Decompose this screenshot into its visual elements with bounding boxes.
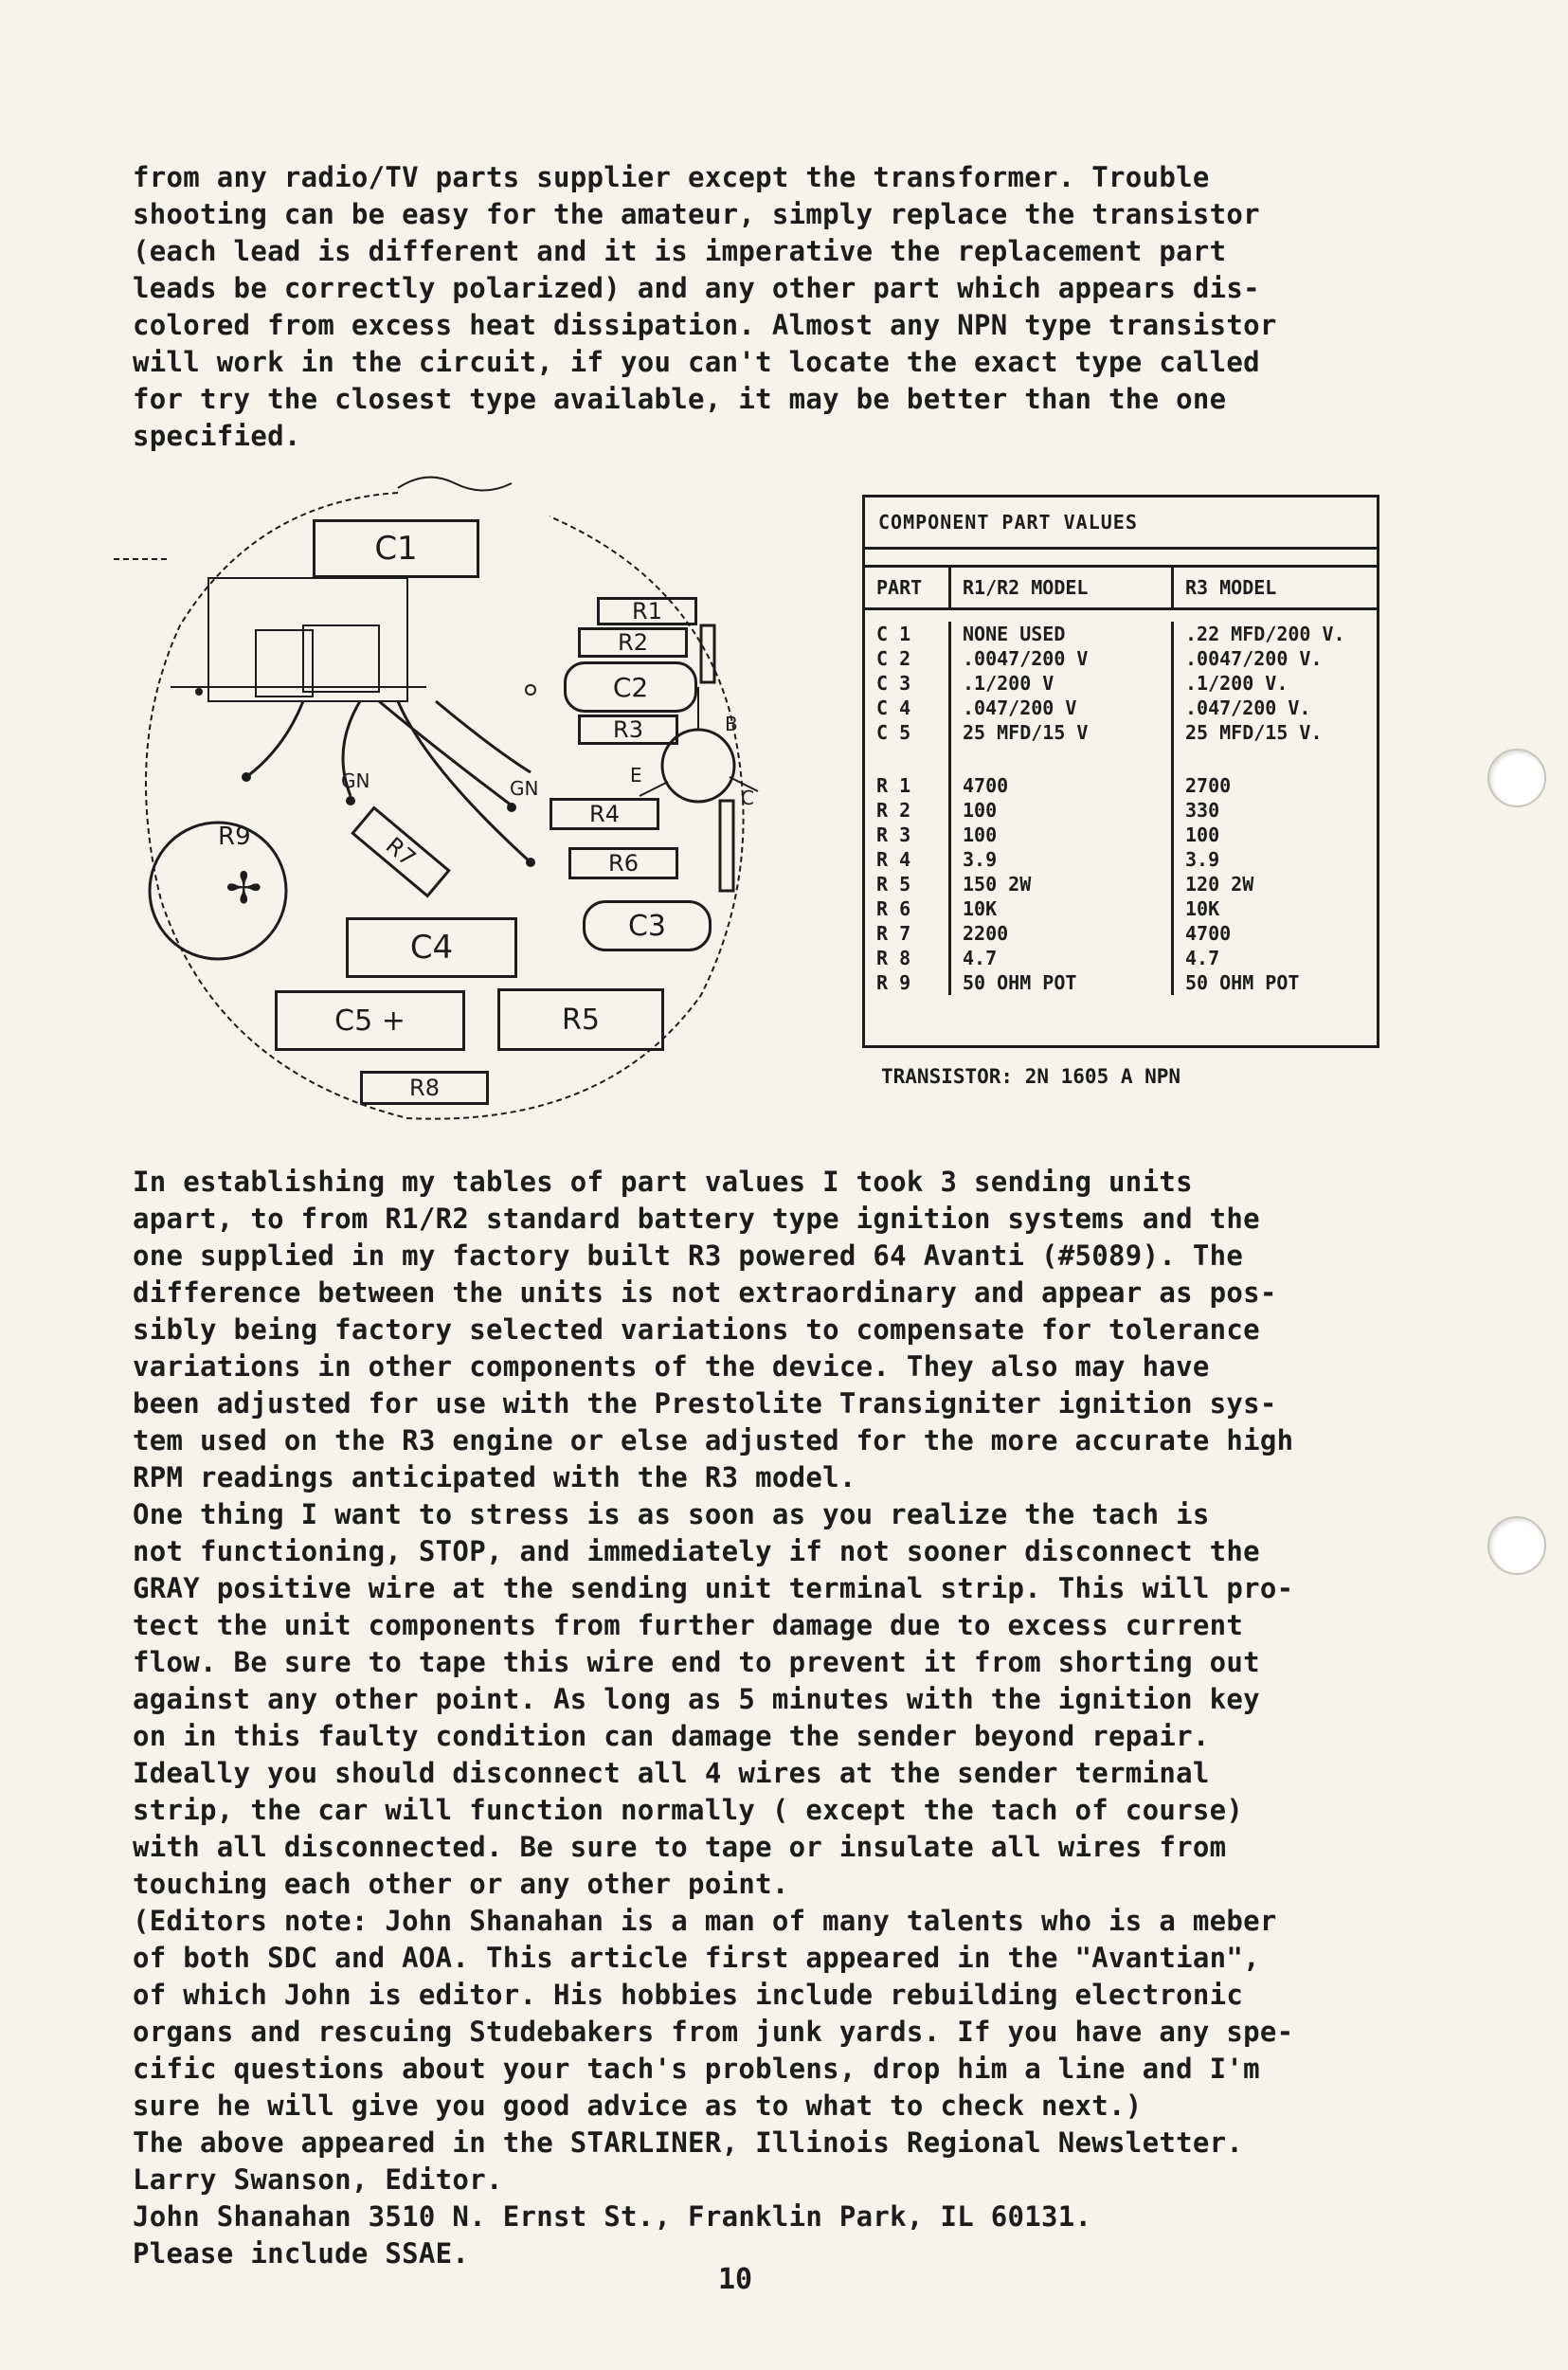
text-line: strip, the car will function normally ( except the tach of course) bbox=[133, 1794, 1244, 1826]
text-line: In establishing my tables of part values I took 3 sending units bbox=[133, 1166, 1193, 1198]
table-cell: 150 2W bbox=[951, 872, 1174, 896]
table-cell: R 8 bbox=[865, 946, 951, 970]
table-cell: 4700 bbox=[1185, 922, 1232, 945]
label-gn-left: GN bbox=[341, 769, 370, 792]
text-line: will work in the circuit, if you can't locate the exact type called bbox=[133, 346, 1260, 378]
table-cell: R 4 bbox=[865, 847, 951, 872]
text-line: variations in other components of the device. They also may have bbox=[133, 1350, 1210, 1383]
text-line: organs and rescuing Studebakers from junk yards. If you have any spe- bbox=[133, 2016, 1294, 2048]
binder-hole-top bbox=[1487, 749, 1546, 807]
table-row bbox=[865, 946, 1377, 970]
text-line: leads be correctly polarized) and any other part which appears dis- bbox=[133, 272, 1260, 304]
table-cell: 25 MFD/15 V. bbox=[1185, 721, 1323, 744]
table-cell: 100 bbox=[1185, 823, 1220, 846]
table-cell: .047/200 V bbox=[951, 696, 1174, 720]
text-line: touching each other or any other point. bbox=[133, 1868, 789, 1900]
table-cell: R 9 bbox=[865, 970, 951, 995]
component-r1: R1 bbox=[597, 597, 697, 625]
table-cell: .0047/200 V bbox=[951, 646, 1174, 671]
component-r7: R7 bbox=[351, 805, 451, 897]
table-cell: 25 MFD/15 V bbox=[951, 720, 1174, 745]
text-line: with all disconnected. Be sure to tape or insulate all wires from bbox=[133, 1831, 1227, 1863]
label-gn-right: GN bbox=[510, 777, 539, 800]
component-r8: R8 bbox=[360, 1071, 489, 1105]
body-text bbox=[133, 1164, 1402, 2272]
table-row bbox=[865, 798, 1377, 823]
table-row bbox=[865, 773, 1377, 798]
text-line: colored from excess heat dissipation. Almost any NPN type transistor bbox=[133, 309, 1277, 341]
page-number: 10 bbox=[718, 2263, 753, 2296]
table-cell: R 1 bbox=[865, 773, 951, 798]
table-row bbox=[865, 745, 1377, 773]
table-body bbox=[865, 610, 1377, 1053]
table-cell: 100 bbox=[951, 823, 1174, 847]
table-cell: .047/200 V. bbox=[1185, 697, 1311, 719]
circuit-board-diagram bbox=[114, 464, 767, 1128]
binder-hole-bottom bbox=[1487, 1516, 1546, 1575]
label-emitter: E bbox=[630, 764, 642, 787]
text-line: from any radio/TV parts supplier except the transformer. Trouble bbox=[133, 161, 1210, 193]
table-cell: 10K bbox=[951, 896, 1174, 921]
component-r3: R3 bbox=[578, 715, 678, 745]
table-cell: 4.7 bbox=[1185, 947, 1220, 969]
table-cell bbox=[1174, 745, 1377, 773]
text-line: GRAY positive wire at the sending unit terminal strip. This will pro- bbox=[133, 1572, 1294, 1604]
component-values-table bbox=[862, 495, 1379, 1048]
table-cell: R 7 bbox=[865, 921, 951, 946]
label-base: B bbox=[725, 713, 738, 735]
table-cell: C 2 bbox=[865, 646, 951, 671]
text-line: Please include SSAE. bbox=[133, 2237, 470, 2270]
table-cell: .0047/200 V. bbox=[1185, 647, 1323, 670]
table-cell: C 5 bbox=[865, 720, 951, 745]
table-row bbox=[865, 970, 1377, 995]
text-line: difference between the units is not extraordinary and appear as pos- bbox=[133, 1276, 1277, 1309]
table-cell: .1/200 V bbox=[951, 671, 1174, 696]
text-line: (Editors note: John Shanahan is a man of many talents who is a meber bbox=[133, 1905, 1277, 1937]
table-cell: 330 bbox=[1185, 799, 1220, 822]
component-c4: C4 bbox=[346, 917, 517, 978]
table-header-row bbox=[865, 568, 1377, 610]
table-row bbox=[865, 646, 1377, 671]
table-cell: 120 2W bbox=[1185, 873, 1254, 896]
text-line: sibly being factory selected variations to compensate for tolerance bbox=[133, 1313, 1260, 1346]
text-line: One thing I want to stress is as soon as you realize the tach is bbox=[133, 1498, 1210, 1530]
table-cell: 3.9 bbox=[1185, 848, 1220, 871]
table-row bbox=[865, 921, 1377, 946]
table-row bbox=[865, 720, 1377, 745]
text-line: of both SDC and AOA. This article first appeared in the "Avantian", bbox=[133, 1942, 1260, 1974]
component-r4: R4 bbox=[550, 798, 659, 830]
header-part: PART bbox=[865, 568, 951, 607]
header-r1-r2-model: R1/R2 MODEL bbox=[951, 568, 1174, 607]
text-line: of which John is editor. His hobbies include rebuilding electronic bbox=[133, 1979, 1244, 2011]
table-cell: 4.7 bbox=[951, 946, 1174, 970]
component-c3: C3 bbox=[583, 900, 712, 951]
table-row bbox=[865, 872, 1377, 896]
text-line: not functioning, STOP, and immediately if not sooner disconnect the bbox=[133, 1535, 1260, 1567]
table-cell: 2700 bbox=[1185, 774, 1232, 797]
text-line: John Shanahan 3510 N. Ernst St., Franklin Park, IL 60131. bbox=[133, 2200, 1092, 2233]
table-row bbox=[865, 847, 1377, 872]
component-c5: C5 + bbox=[275, 990, 465, 1051]
table-cell: C 1 bbox=[865, 622, 951, 646]
text-line: tem used on the R3 engine or else adjusted for the more accurate high bbox=[133, 1424, 1294, 1456]
table-gap bbox=[865, 550, 1377, 568]
text-line: flow. Be sure to tape this wire end to prevent it from shorting out bbox=[133, 1646, 1260, 1678]
component-r9: R9 bbox=[218, 823, 251, 851]
table-row bbox=[865, 823, 1377, 847]
table-title: COMPONENT PART VALUES bbox=[865, 498, 1377, 550]
table-cell: 50 OHM POT bbox=[951, 970, 1174, 995]
table-cell: 100 bbox=[951, 798, 1174, 823]
component-r2: R2 bbox=[578, 627, 688, 658]
header-r3-model: R3 MODEL bbox=[1185, 576, 1277, 599]
table-cell: 50 OHM POT bbox=[1185, 971, 1300, 994]
text-line: cific questions about your tach's problens, drop him a line and I'm bbox=[133, 2053, 1260, 2085]
table-cell: NONE USED bbox=[951, 622, 1174, 646]
table-cell: C 3 bbox=[865, 671, 951, 696]
text-line: on in this faulty condition can damage the sender beyond repair. bbox=[133, 1720, 1210, 1752]
table-row bbox=[865, 896, 1377, 921]
table-cell: R 5 bbox=[865, 872, 951, 896]
text-line: The above appeared in the STARLINER, Illinois Regional Newsletter. bbox=[133, 2126, 1244, 2159]
table-cell bbox=[951, 745, 1174, 773]
text-line: against any other point. As long as 5 minutes with the ignition key bbox=[133, 1683, 1260, 1715]
transistor-note: TRANSISTOR: 2N 1605 A NPN bbox=[881, 1065, 1181, 1088]
text-line: one supplied in my factory built R3 powered 64 Avanti (#5089). The bbox=[133, 1239, 1244, 1272]
table-cell: 3.9 bbox=[951, 847, 1174, 872]
text-line: Ideally you should disconnect all 4 wires at the sender terminal bbox=[133, 1757, 1210, 1789]
text-line: specified. bbox=[133, 420, 301, 452]
text-line: sure he will give you good advice as to what to check next.) bbox=[133, 2090, 1143, 2122]
table-row bbox=[865, 671, 1377, 696]
table-cell: 4700 bbox=[951, 773, 1174, 798]
table-cell: .22 MFD/200 V. bbox=[1185, 623, 1345, 645]
text-line: apart, to from R1/R2 standard battery type ignition systems and the bbox=[133, 1203, 1260, 1235]
component-r5: R5 bbox=[497, 988, 664, 1051]
pot-symbol: ✢ bbox=[225, 862, 262, 914]
table-cell: C 4 bbox=[865, 696, 951, 720]
table-row bbox=[865, 622, 1377, 646]
intro-paragraph bbox=[133, 159, 1402, 455]
text-line: RPM readings anticipated with the R3 model. bbox=[133, 1461, 856, 1493]
table-cell: R 6 bbox=[865, 896, 951, 921]
table-cell: .1/200 V. bbox=[1185, 672, 1289, 695]
table-cell bbox=[865, 745, 951, 773]
table-cell: R 3 bbox=[865, 823, 951, 847]
table-cell: 10K bbox=[1185, 897, 1220, 920]
text-line: shooting can be easy for the amateur, simply replace the transistor bbox=[133, 198, 1260, 230]
component-c1: C1 bbox=[313, 519, 479, 578]
table-cell: 2200 bbox=[951, 921, 1174, 946]
table-row bbox=[865, 696, 1377, 720]
text-line: Larry Swanson, Editor. bbox=[133, 2163, 503, 2196]
table-cell: R 2 bbox=[865, 798, 951, 823]
text-line: (each lead is different and it is imperative the replacement part bbox=[133, 235, 1227, 267]
text-line: for try the closest type available, it may be better than the one bbox=[133, 383, 1227, 415]
component-c2: C2 bbox=[564, 661, 697, 713]
text-line: been adjusted for use with the Prestolite Transigniter ignition sys- bbox=[133, 1387, 1277, 1420]
text-line: tect the unit components from further damage due to excess current bbox=[133, 1609, 1244, 1641]
label-collector: C bbox=[741, 787, 754, 809]
component-r6: R6 bbox=[568, 847, 678, 879]
